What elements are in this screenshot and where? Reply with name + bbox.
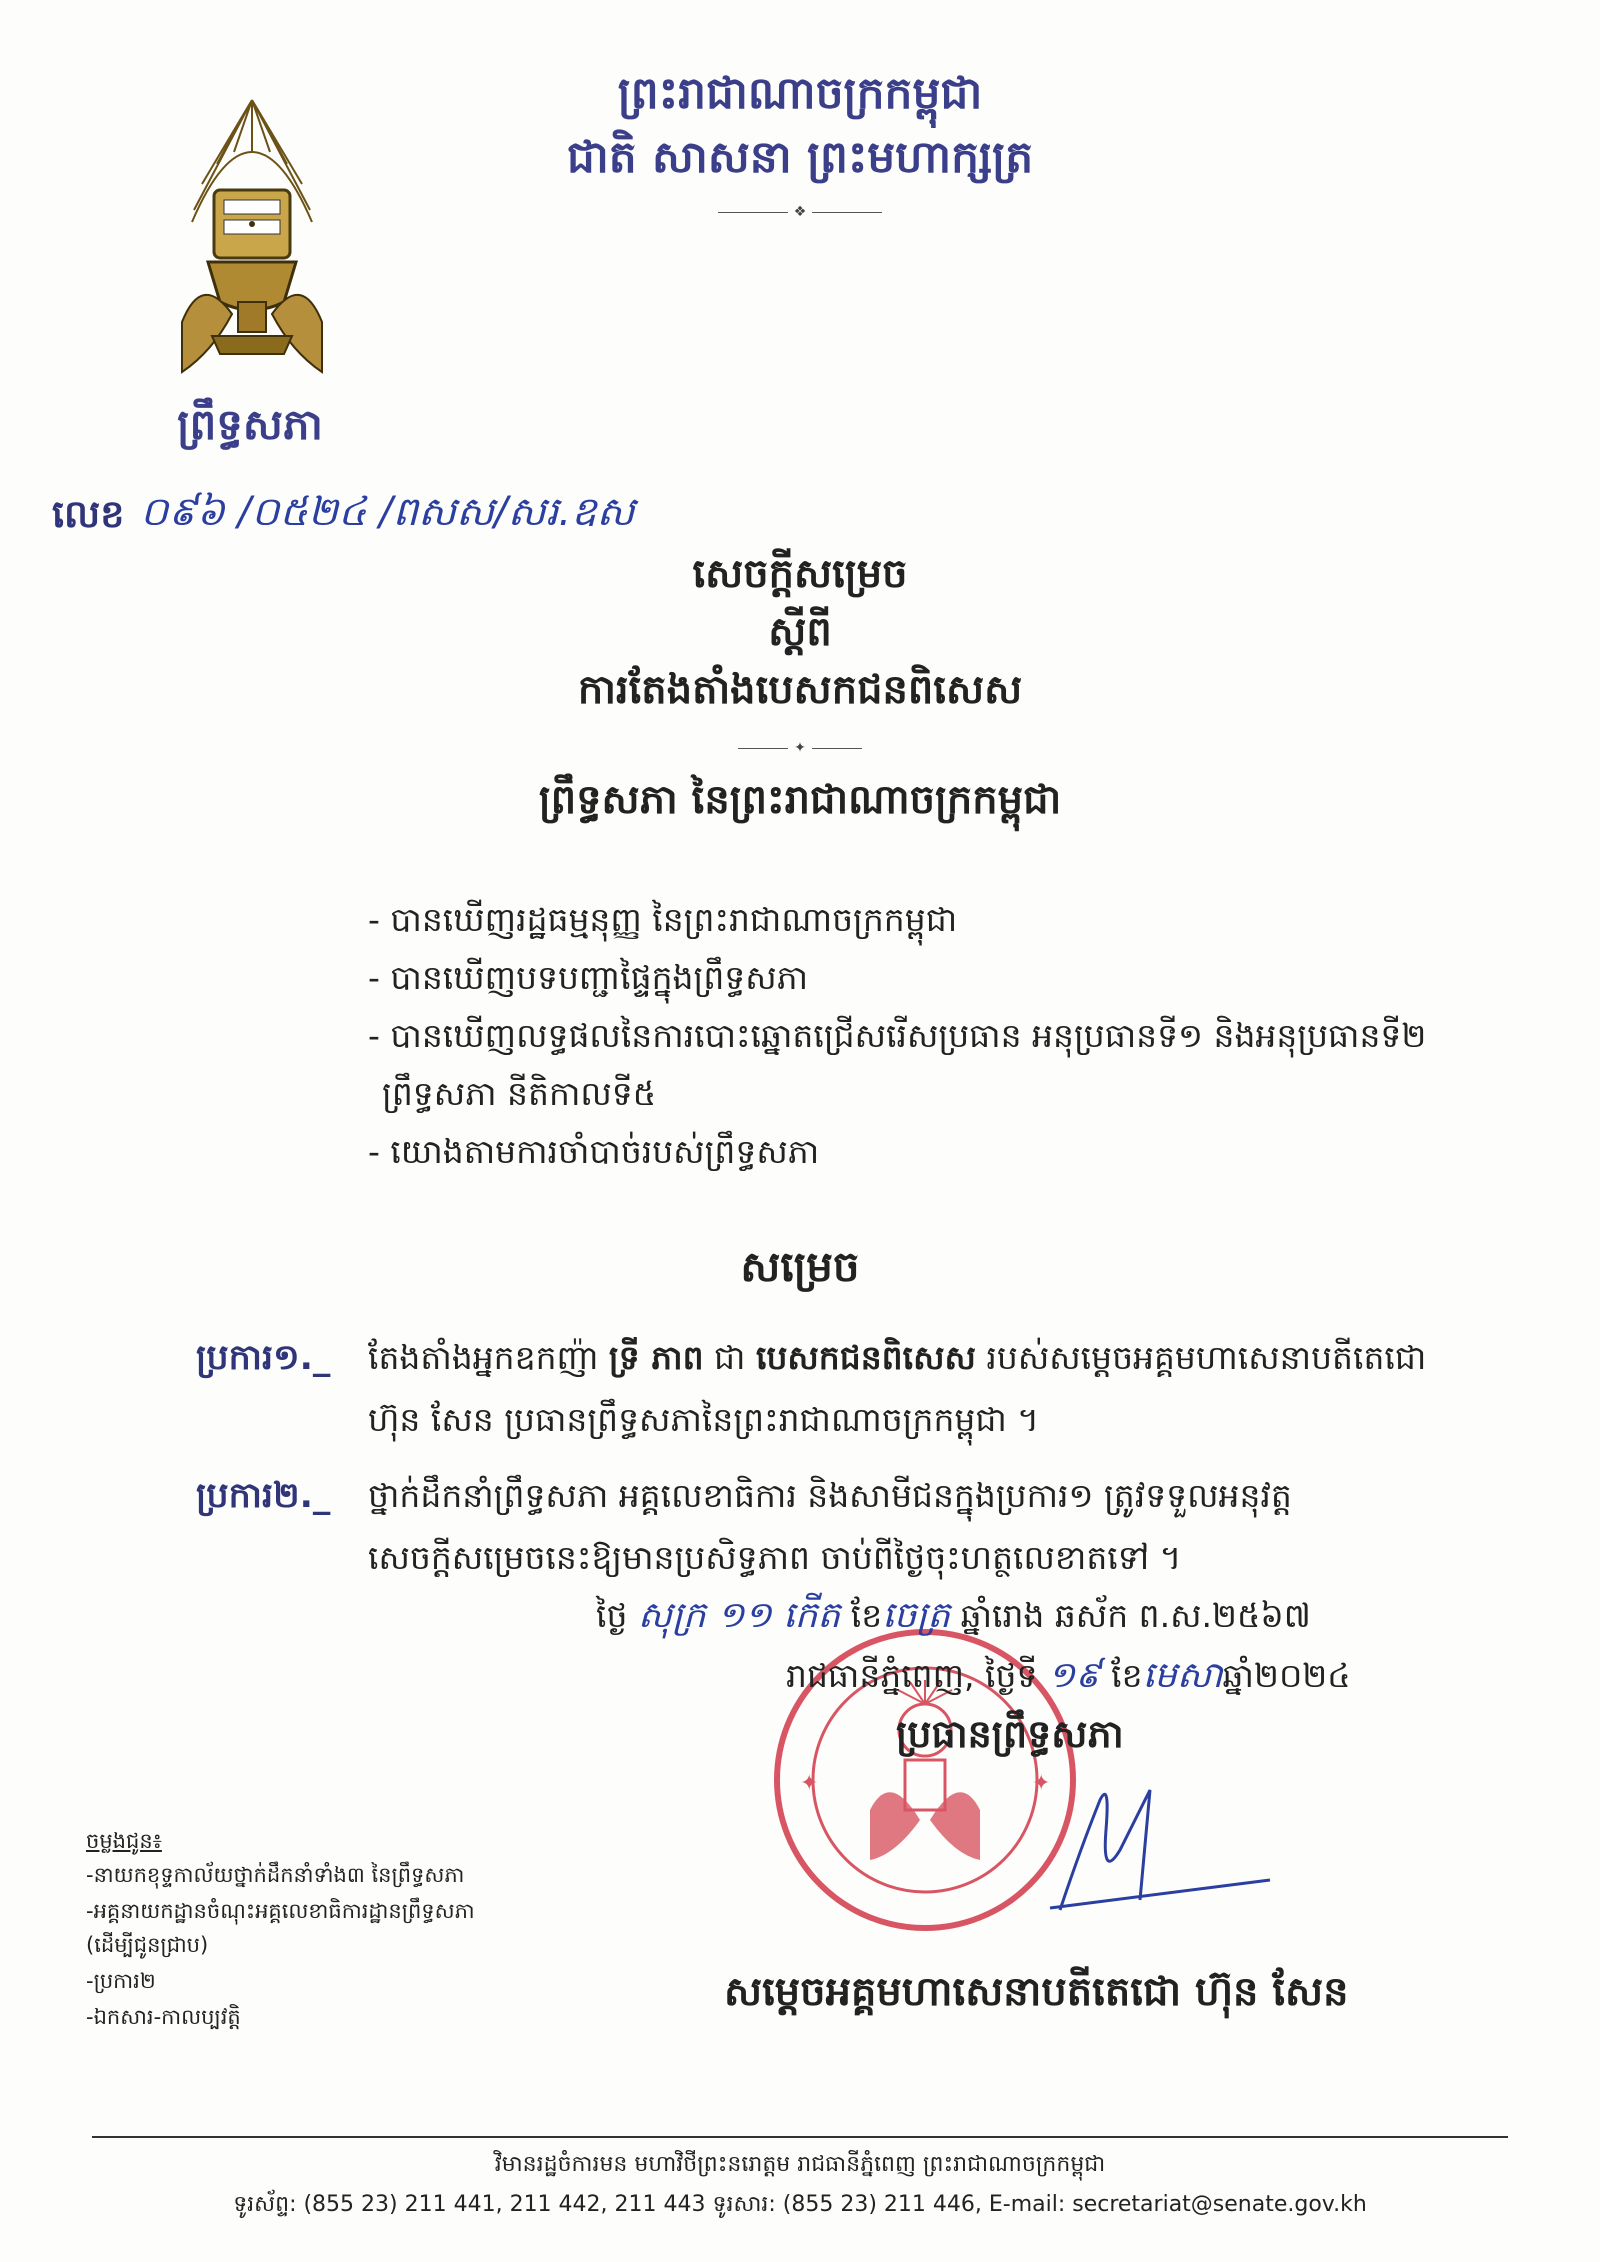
article-1-text-end: របស់សម្ដេចអគ្គមហាសេនាបតីតេជោ [975, 1338, 1427, 1377]
subject-title: ការតែងតាំងបេសកជនពិសេស [577, 667, 1023, 713]
article-1-text-mid: ជា [703, 1338, 756, 1377]
footer-address: វិមានរដ្ឋចំការមន មហាវិថីព្រះនរោត្តម រាជធានីភ្នំពេញ ព្រះរាជាណាចក្រកម្ពុជា [494, 2152, 1106, 2177]
solar-day: ១៩ [1047, 1655, 1101, 1696]
article-1-line-1 [368, 1338, 1426, 1386]
consideration-constitution: - បានឃើញរដ្ឋធម្មនុញ្ញ នៃព្រះរាជាណាចក្រកម្ពុជា [368, 900, 958, 939]
lunar-date-prefix: ថ្ងៃ [596, 1596, 628, 1635]
consideration-internal-rules: - បានឃើញបទបញ្ជាផ្ទៃក្នុងព្រឹទ្ធសភា [368, 958, 809, 997]
article-2-line-2: សេចក្ដីសម្រេចនេះឱ្យមានប្រសិទ្ធភាព ចាប់ពីថ្ងៃចុះហត្ថលេខាតទៅ ។ [368, 1538, 1182, 1577]
issuer-title: ព្រឹទ្ធសភា នៃព្រះរាជាណាចក្រកម្ពុជា [538, 777, 1062, 823]
signatory-name: សម្ដេចអគ្គមហាសេនាបតីតេជោ ហ៊ុន សែន [724, 1969, 1349, 2015]
solar-year: ឆ្នាំ២០២៤ [1222, 1656, 1351, 1695]
cc-item: (ដើម្បីជូនជ្រាប) [86, 1933, 209, 1957]
lunar-month-label: ខែ [850, 1596, 883, 1635]
cc-item: -ឯកសារ-កាលប្បវត្តិ [86, 2005, 241, 2029]
article-2-label: ប្រការ២._ [196, 1476, 331, 1516]
svg-text:✦: ✦ [800, 1771, 819, 1796]
footer-rule [92, 2136, 1508, 2138]
decision-title: សេចក្ដីសម្រេច [692, 551, 908, 597]
svg-text:✦: ✦ [1032, 1771, 1051, 1796]
kingdom-title: ព្រះរាជាណាចក្រកម្ពុជា [617, 68, 983, 119]
lunar-date-suffix: ឆ្នាំរោង ឆស័ក ព.ស.២៥៦៧ [960, 1596, 1311, 1635]
reference-label: លេខ [52, 492, 125, 536]
reference-number: ០៩៦ /០៥២៤ /ពសស/សរ.ឧស [140, 489, 635, 535]
cc-item: -អគ្គនាយកដ្ឋានចំណុះអគ្គលេខាធិការដ្ឋានព្រឹទ្ធសភា [86, 1899, 475, 1923]
lunar-month: ចេត្រ [882, 1595, 951, 1636]
article-1-line-2: ហ៊ុន សែន ប្រធានព្រឹទ្ធសភានៃព្រះរាជាណាចក្រកម្ពុជា ។ [368, 1400, 1040, 1439]
signatory-title: ប្រធានព្រឹទ្ធសភា [896, 1712, 1124, 1756]
consideration-election: - បានឃើញលទ្ធផលនៃការបោះឆ្នោតជ្រើសរើសប្រធាន អនុប្រធានទី១ និងអនុប្រធានទី២ [368, 1016, 1427, 1055]
cc-heading: ចម្លងជូន៖ [86, 1829, 162, 1853]
about-title: ស្ដីពី [768, 609, 832, 655]
cc-item: -ប្រការ២ [86, 1969, 156, 1993]
consideration-necessity: - យោងតាមការចាំបាច់របស់ព្រឹទ្ធសភា [368, 1132, 820, 1171]
article-2-line-1: ថ្នាក់ដឹកនាំព្រឹទ្ធសភា អគ្គលេខាធិការ និងសាមីជនក្នុងប្រការ១ ត្រូវទទួលអនុវត្ត [368, 1476, 1292, 1515]
institution-name: ព្រឹទ្ធសភា [177, 400, 323, 449]
article-1-text-start: តែងតាំងអ្នកឧកញ៉ា [368, 1338, 609, 1377]
lunar-day: សុក្រ ១១ កើត [637, 1595, 841, 1636]
national-motto: ជាតិ សាសនា ព្រះមហាក្សត្រ [566, 132, 1034, 183]
article-1-label: ប្រការ១._ [196, 1338, 331, 1378]
solar-month-label: ខែ [1111, 1656, 1143, 1695]
cc-item: -នាយកខុទ្ទកាល័យថ្នាក់ដឹកនាំទាំង៣ នៃព្រឹទ្ធសភា [86, 1863, 465, 1887]
lunar-date [596, 1592, 1311, 1645]
appointee-role: បេសកជនពិសេស [755, 1338, 976, 1377]
solar-date [786, 1652, 1351, 1705]
title-divider: ✦ [730, 740, 870, 756]
handwritten-signature [1040, 1760, 1280, 1920]
decides-heading: សម្រេច [740, 1242, 860, 1291]
footer-contact: ទូរស័ព្ទ: (855 23) 211 441, 211 442, 211 443 ទូរសារ: (855 23) 211 446, E-mail: secretariat@senate.gov.kh [233, 2192, 1367, 2217]
solar-date-prefix: រាជធានីភ្នំពេញ, ថ្ងៃទី [786, 1656, 1038, 1695]
header-divider: ❖ [700, 204, 900, 220]
solar-month: មេសា [1142, 1655, 1223, 1696]
appointee-name: ទ្រី ភាព [608, 1338, 704, 1377]
consideration-election-cont: ព្រឹទ្ធសភា នីតិកាលទី៥ [382, 1074, 657, 1113]
